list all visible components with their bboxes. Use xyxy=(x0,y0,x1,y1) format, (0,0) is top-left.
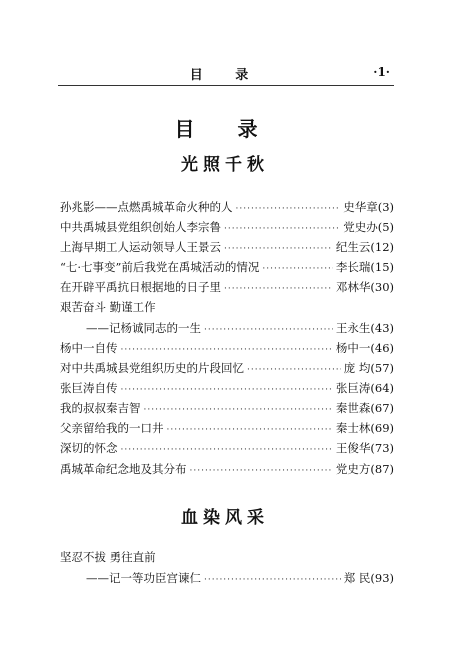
toc-entry[interactable] xyxy=(60,340,394,358)
entry-author-page: 秦世森(67) xyxy=(335,401,394,415)
dot-leader xyxy=(224,284,333,294)
dot-leader xyxy=(144,405,333,415)
entry-author-page: 史华章(3) xyxy=(343,200,394,214)
section-title: 光照千秋 xyxy=(181,155,269,175)
entry-author-page: 党史办(5) xyxy=(343,220,394,234)
entry-title: 张巨涛自传 xyxy=(60,381,118,395)
toc-entry[interactable] xyxy=(60,360,394,378)
dot-leader xyxy=(204,325,333,335)
toc-entry[interactable] xyxy=(60,420,394,438)
toc-entry[interactable] xyxy=(60,259,394,277)
entry-author-page: 张巨涛(64) xyxy=(335,381,394,395)
dot-leader xyxy=(121,385,333,395)
entry-title: 在开辟平禹抗日根据地的日子里 xyxy=(60,280,221,294)
entry-title: 对中共禹城县党组织历史的片段回忆 xyxy=(60,361,244,375)
toc-entry[interactable] xyxy=(60,461,394,479)
entry-title: 孙兆影——点燃禹城革命火种的人 xyxy=(60,200,233,214)
entry-title: “七·七事变”前后我党在禹城活动的情况 xyxy=(60,260,260,274)
entry-title: 禹城革命纪念地及其分布 xyxy=(60,462,187,476)
toc-entry[interactable] xyxy=(86,320,394,338)
running-header xyxy=(58,64,394,86)
entry-author-page: 党史方(87) xyxy=(335,462,394,476)
toc-entry[interactable] xyxy=(60,440,394,458)
entry-subtitle: ——记一等功臣宫谏仁 xyxy=(86,571,201,585)
toc-entry[interactable] xyxy=(60,380,394,398)
dot-leader xyxy=(236,204,341,214)
entry-title: 深切的怀念 xyxy=(60,441,118,455)
entry-title: 杨中一自传 xyxy=(60,341,118,355)
toc-entry[interactable] xyxy=(60,279,394,297)
entry-author-page: 邓林华(30) xyxy=(335,280,394,294)
header-rule xyxy=(58,85,394,86)
dot-leader xyxy=(247,365,341,375)
entry-author-page: 王俊华(73) xyxy=(335,441,394,455)
entry-title: 上海早期工人运动领导人王景云 xyxy=(60,240,221,254)
section-title: 血染风采 xyxy=(181,508,269,528)
dot-leader xyxy=(121,345,333,355)
dot-leader xyxy=(224,224,340,234)
entry-title: 父亲留给我的一口井 xyxy=(60,421,164,435)
entry-author-page: 王永生(43) xyxy=(335,321,394,335)
entry-title[interactable]: 坚忍不拔 勇往直前 xyxy=(60,550,156,564)
dot-leader xyxy=(224,244,333,254)
dot-leader xyxy=(167,425,333,435)
toc-entry[interactable] xyxy=(60,219,394,237)
dot-leader xyxy=(204,575,341,585)
entry-author-page: 李长瑞(15) xyxy=(335,260,394,274)
dot-leader xyxy=(190,466,333,476)
entry-author-page: 杨中一(46) xyxy=(335,341,394,355)
entry-subtitle: ——记杨诚同志的一生 xyxy=(86,321,201,335)
dot-leader xyxy=(121,445,333,455)
toc-entry[interactable] xyxy=(60,239,394,257)
entry-author-page: 郑 民(93) xyxy=(343,571,394,585)
entry-title[interactable]: 艰苦奋斗 勤谨工作 xyxy=(60,300,156,314)
entry-author-page: 庞 均(57) xyxy=(343,361,394,375)
entry-author-page: 秦士林(69) xyxy=(335,421,394,435)
running-header-title: 目 录 xyxy=(189,68,263,83)
toc-title: 目 录 xyxy=(174,117,276,141)
toc-entry[interactable] xyxy=(86,570,394,588)
toc-entry[interactable] xyxy=(60,400,394,418)
toc-entry[interactable] xyxy=(60,199,394,217)
entry-author-page: 纪生云(12) xyxy=(335,240,394,254)
page-number: ·1· xyxy=(373,65,390,79)
dot-leader xyxy=(262,264,332,274)
entry-title: 我的叔叔秦吉智 xyxy=(60,401,141,415)
entry-title: 中共禹城县党组织创始人李宗鲁 xyxy=(60,220,221,234)
